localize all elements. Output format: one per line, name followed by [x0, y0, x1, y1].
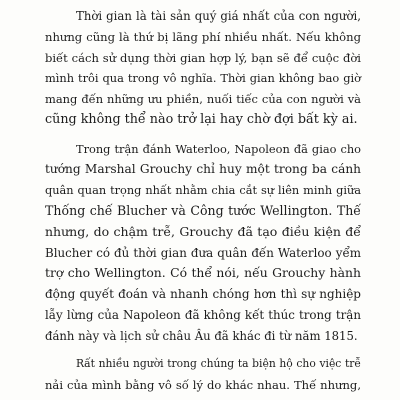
paragraph-2-line-5: nhưng, do chậm trễ, Grouchy đã tạo điều kiện để	[45, 223, 361, 239]
paragraph-1-line-4: mình trôi qua trong vô nghĩa. Thời gian không bao giờ	[45, 71, 361, 86]
paragraph-3-line-1: Rất nhiều người trong chúng ta biện hộ cho việc trễ	[76, 357, 361, 371]
paragraph-1-line-6: cũng không thể nào trở lại hay chờ đợi bất kỳ ai.	[45, 111, 358, 127]
paragraph-1-line-1: Thời gian là tài sản quý giá nhất của con người,	[76, 9, 361, 23]
paragraph-1-line-5: mang đến những ưu phiền, nuối tiếc của con người và	[45, 92, 361, 107]
paragraph-2-line-6: Blucher có đủ thời gian đưa quân đến Waterloo yểm	[45, 245, 361, 260]
paragraph-1-line-2: nhưng cũng là thứ bị lãng phí nhiều nhất. Nếu không	[45, 29, 361, 44]
paragraph-2-line-2: tướng Marshal Grouchy chỉ huy một trong ba cánh	[45, 162, 361, 177]
paragraph-2-line-7: trợ cho Wellington. Có thể nói, nếu Grouchy hành	[45, 265, 361, 281]
paragraph-2-line-10: đánh này và lịch sử châu Âu đã khác đi từ năm 1815.	[45, 328, 358, 343]
paragraph-2-line-9: lẫy lừng của Napoleon đã không kết thúc trong trận	[45, 307, 361, 322]
paragraph-3-line-2: nải của mình bằng vô số lý do khác nhau. Thế nhưng,	[45, 378, 361, 393]
paragraph-2-line-8: động quyết đoán và nhanh chóng hơn thì sự nghiệp	[45, 287, 361, 302]
paragraph-1-line-3: biết cách sử dụng thời gian hợp lý, bạn sẽ để cuộc đời	[45, 50, 361, 65]
paragraph-2-line-4: Thống chế Blucher và Công tước Wellington. Thế	[45, 203, 361, 218]
paragraph-2-line-1: Trong trận đánh Waterloo, Napoleon đã giao cho	[76, 141, 361, 156]
paragraph-2-line-3: quân quan trọng nhất nhằm chia cắt sự liên minh giữa	[45, 183, 361, 198]
